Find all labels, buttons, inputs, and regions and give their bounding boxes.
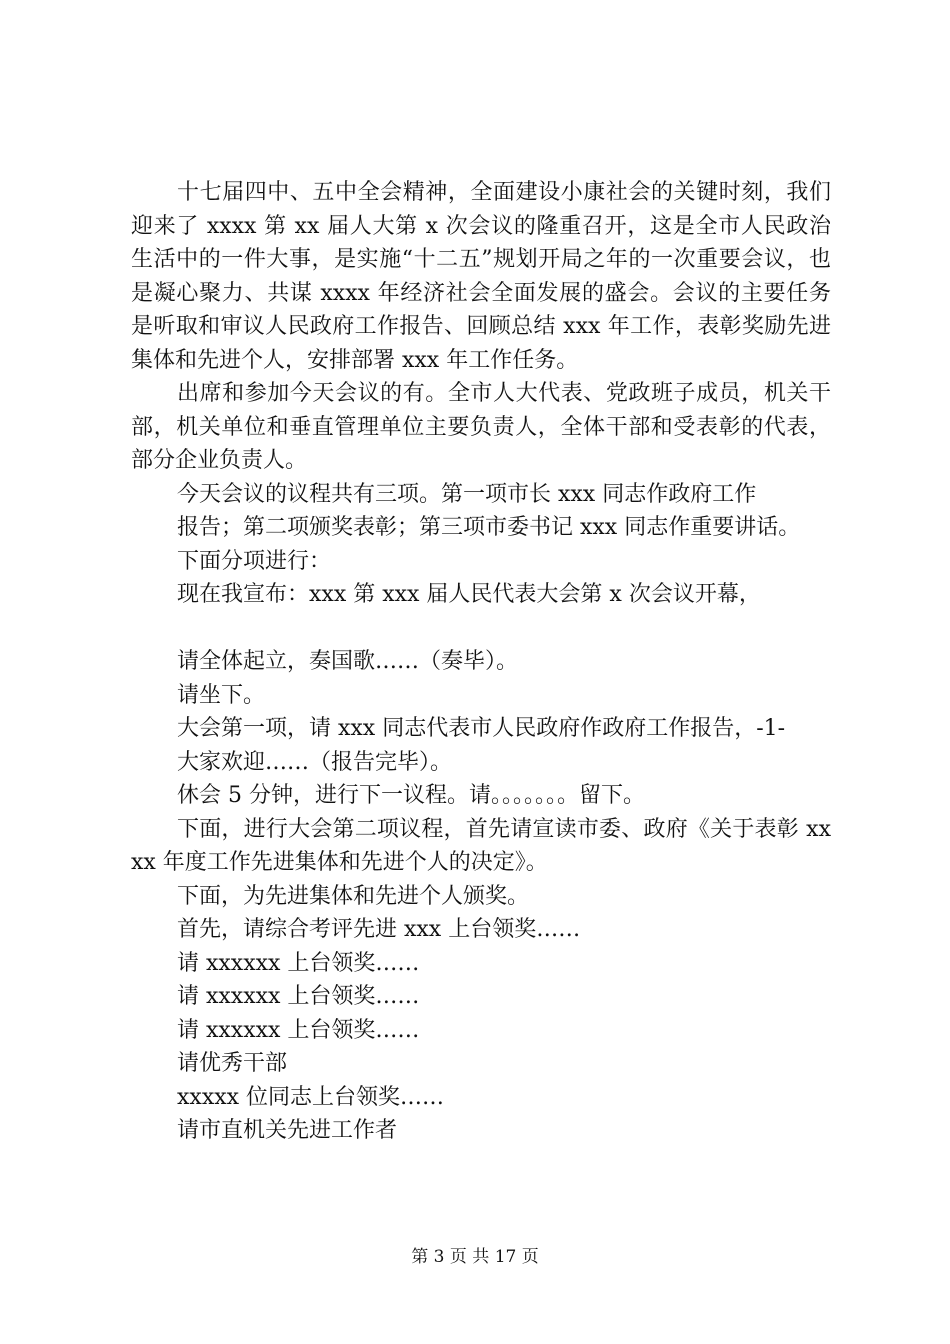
paragraph-award-2: 请 xxxxxx 上台领奖…… [177,950,420,976]
paragraph-item-two: 下面，进行大会第二项议程，首先请宣读市委、政府《关于表彰 xxxx 年度工作先进集体和先进个人的决定》。 [131,816,831,875]
paragraph-welcome: 大家欢迎……（报告完毕）。 [177,749,453,775]
paragraph-award-4: 请 xxxxxx 上台领奖…… [177,1017,420,1043]
document-body [131,176,831,1148]
paragraph-agenda-cont: 报告；第二项颁奖表彰；第三项市委书记 xxx 同志作重要讲话。 [177,515,801,540]
paragraph-opening: 十七届四中、五中全会精神，全面建设小康社会的关键时刻，我们迎来了 xxxx 第 xx 届人大第 x 次会议的隆重召开，这是全市人民政治生活中的一件大事，是实施“十二五”规划开局之年的一次重要会议，也是凝心聚力、共谋 xxxx 年经济社会全面发展的盛会。会议的主要任务是听取和审议人民政府工作报告、回顾总结 xxx 年工作，表彰奖励先进集体和先进个人，安排部署 xxx 年工作任务。 [131,180,831,373]
page-footer: 第 3 页 共 17 页 [411,1247,539,1267]
paragraph-agenda: 今天会议的议程共有三项。第一项市长 xxx 同志作政府工作 [177,481,757,507]
paragraph-sit: 请坐下。 [177,682,266,708]
paragraph-item-one: 大会第一项，请 xxx 同志代表市人民政府作政府工作报告，-1- [177,716,786,741]
paragraph-awards: 下面，为先进集体和先进个人颁奖。 [177,883,530,909]
paragraph-cadres-award: xxxxx 位同志上台领奖…… [177,1084,445,1110]
paragraph-award-3: 请 xxxxxx 上台领奖…… [177,984,420,1009]
paragraph-anthem: 请全体起立，奏国歌……（奏毕）。 [177,649,519,674]
paragraph-recess: 休会 5 分钟，进行下一议程。请。。。。。。。留下。 [177,783,645,808]
paragraph-award-first: 首先，请综合考评先进 xxx 上台领奖…… [177,917,581,942]
paragraph-cadres: 请优秀干部 [177,1051,288,1076]
blank-line [131,612,831,646]
paragraph-open-announce: 现在我宣布：xxx 第 xxx 届人民代表大会第 x 次会议开幕， [177,582,761,607]
paragraph-proceed: 下面分项进行： [177,548,332,574]
paragraph-attendees: 出席和参加今天会议的有。全市人大代表、党政班子成员，机关干部，机关单位和垂直管理单位主要负责人，全体干部和受表彰的代表，部分企业负责人。 [131,381,831,473]
paragraph-workers: 请市直机关先进工作者 [177,1118,398,1143]
